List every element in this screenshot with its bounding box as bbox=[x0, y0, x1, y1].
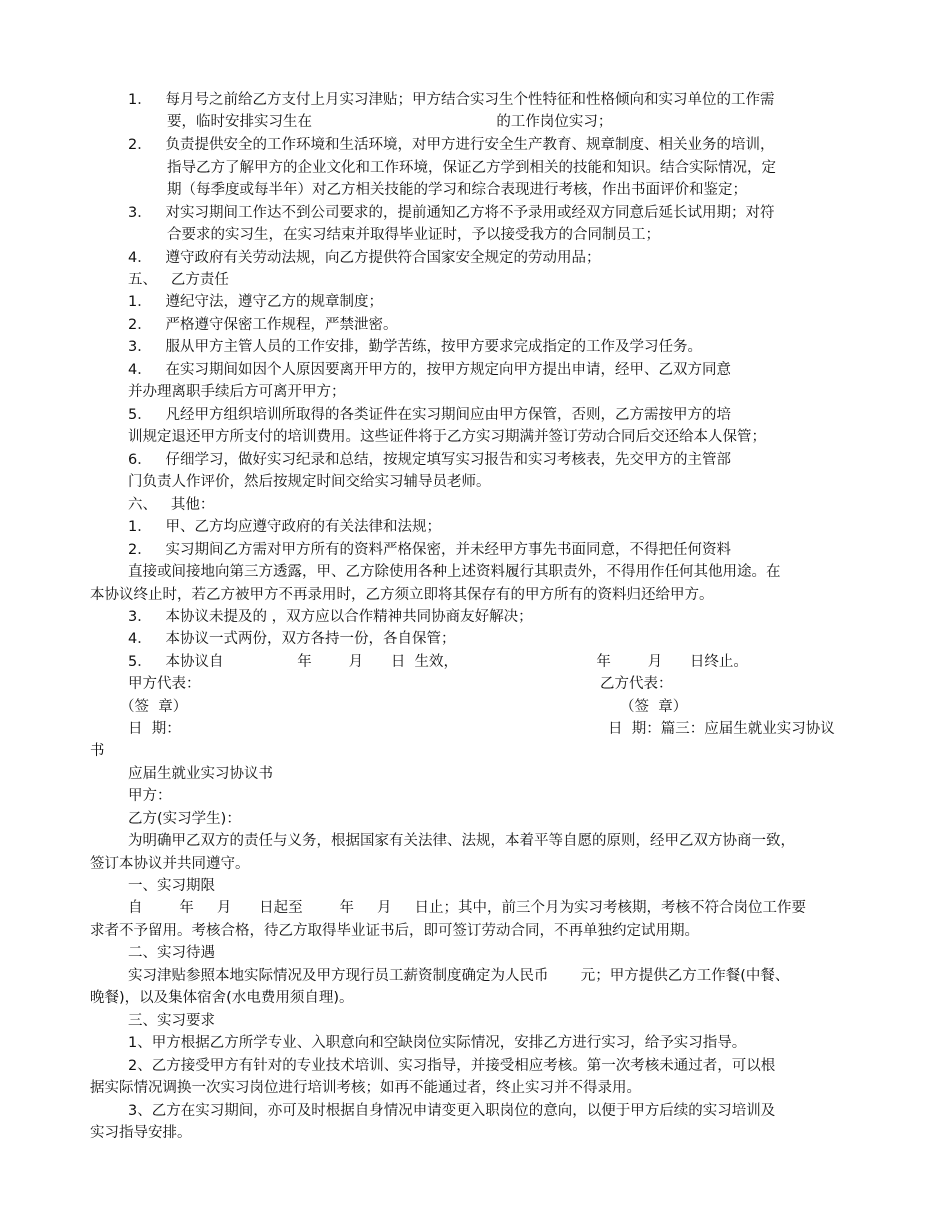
text-line: 6． 仔细学习，做好实习纪录和总结，按规定填写实习报告和实习考核表，先交甲方的主管部 bbox=[128, 452, 732, 468]
text-line: 期（每季度或每半年）对乙方相关技能的学习和综合表现进行考核，作出书面评价和鉴定； bbox=[167, 182, 747, 198]
text-line: 直接或间接地向第三方透露，甲、乙方除使用各种上述资料履行其职责外，不得用作任何其他用途。在 bbox=[128, 564, 781, 580]
text-line: 一、实习期限 bbox=[128, 878, 215, 894]
text-line: 2． 严格遵守保密工作规程，严禁泄密。 bbox=[128, 317, 398, 333]
text-line: 为明确甲乙双方的责任与义务，根据国家有关法律、法规，本着平等自愿的原则，经甲乙双方协商一致， bbox=[128, 833, 795, 849]
text-line: 1、甲方根据乙方所学专业、入职意向和空缺岗位实际情况，安排乙方进行实习，给予实习指导。 bbox=[128, 1035, 747, 1051]
text-line: 求者不予留用。考核合格，待乙方取得毕业证书后，即可签订劳动合同，不再单独约定试用期。 bbox=[90, 923, 699, 939]
text-line: 据实际情况调换一次实习岗位进行培训考核；如再不能通过者，终止实习并不得录用。 bbox=[90, 1080, 641, 1096]
text-line: 4． 在实习期间如因个人原因要离开甲方的，按甲方规定向甲方提出申请，经甲、乙双方同意 bbox=[128, 362, 732, 378]
text-line: 3、乙方在实习期间，亦可及时根据自身情况申请变更入职岗位的意向，以便于甲方后续的实习培训及 bbox=[128, 1103, 776, 1119]
text-line: 乙方代表： bbox=[600, 676, 673, 692]
text-line: 2、乙方接受甲方有针对的专业技术培训、实习指导，并接受相应考核。第一次考核未通过者，可以根 bbox=[128, 1058, 776, 1074]
text-line: 3． 服从甲方主管人员的工作安排，勤学苦练，按甲方要求完成指定的工作及学习任务。 bbox=[128, 339, 703, 355]
text-line: 2． 实习期间乙方需对甲方所有的资料严格保密，并未经甲方事先书面同意，不得把任何资料 bbox=[128, 542, 732, 558]
text-line: 1． 每月号之前给乙方支付上月实习津贴；甲方结合实习生个性特征和性格倾向和实习单位的工作需 bbox=[128, 92, 775, 108]
text-line: （签 章） bbox=[120, 699, 188, 715]
text-line: 5． 本协议自 年 月 日 生效， 年 月 日终止。 bbox=[128, 654, 748, 670]
text-line: （签 章） bbox=[620, 699, 688, 715]
text-line: 3． 对实习期间工作达不到公司要求的，提前通知乙方将不予录用或经双方同意后延长试用期；对符 bbox=[128, 205, 775, 221]
text-line: 4． 遵守政府有关劳动法规，向乙方提供符合国家安全规定的劳动用品； bbox=[128, 250, 601, 266]
text-line: 4． 本协议一式两份，双方各持一份，各自保管； bbox=[128, 631, 456, 647]
text-line: 签订本协议并共同遵守。 bbox=[90, 856, 250, 872]
text-line: 三、实习要求 bbox=[128, 1013, 215, 1029]
text-line: 自 年 月 日起至 年 月 日止；其中，前三个月为实习考核期，考核不符合岗位工作要 bbox=[128, 900, 807, 916]
text-line: 1． 甲、乙方均应遵守政府的有关法律和法规； bbox=[128, 519, 442, 535]
text-line: 五、 乙方责任 bbox=[128, 272, 229, 288]
text-line: 1． 遵纪守法，遵守乙方的规章制度； bbox=[128, 294, 384, 310]
text-line: 甲方： bbox=[128, 788, 172, 804]
text-line: 书 bbox=[90, 743, 105, 759]
text-line: 并办理离职手续后方可离开甲方； bbox=[128, 384, 346, 400]
text-line: 5． 凡经甲方组织培训所取得的各类证件在实习期间应由甲方保管，否则，乙方需按甲方的培 bbox=[128, 407, 732, 423]
text-line: 日 期： bbox=[128, 721, 181, 737]
text-line: 二、实习待遇 bbox=[128, 945, 215, 961]
text-line: 实习津贴参照本地实际情况及甲方现行员工薪资制度确定为人民币 元；甲方提供乙方工作餐(中餐、 bbox=[128, 968, 790, 984]
text-line: 日 期：篇三：应届生就业实习协议 bbox=[608, 721, 835, 737]
text-line: 合要求的实习生，在实习结束并取得毕业证时，予以接受我方的合同制员工； bbox=[167, 227, 660, 243]
text-line: 训规定退还甲方所支付的培训费用。这些证件将于乙方实习期满并签订劳动合同后交还给本人保管； bbox=[128, 429, 766, 445]
text-line: 应届生就业实习协议书 bbox=[128, 766, 273, 782]
text-line: 要，临时安排实习生在 的工作岗位实习； bbox=[167, 114, 613, 130]
text-line: 门负责人作评价，然后按规定时间交给实习辅导员老师。 bbox=[128, 474, 491, 490]
text-line: 六、 其他： bbox=[128, 497, 215, 513]
text-line: 甲方代表： bbox=[128, 676, 201, 692]
text-line: 本协议终止时，若乙方被甲方不再录用时，乙方须立即将其保存有的甲方所有的资料归还给甲方。 bbox=[90, 587, 714, 603]
text-line: 晚餐)，以及集体宿舍(水电费用须自理)。 bbox=[90, 990, 354, 1006]
text-line: 3． 本协议未提及的 ，双方应以合作精神共同协商友好解决； bbox=[128, 609, 533, 625]
text-line: 乙方(实习学生)： bbox=[128, 811, 241, 827]
text-line: 实习指导安排。 bbox=[90, 1125, 192, 1141]
text-line: 2． 负责提供安全的工作环境和生活环境，对甲方进行安全生产教育、规章制度、相关业务的培训， bbox=[128, 137, 775, 153]
text-line: 指导乙方了解甲方的企业文化和工作环境，保证乙方学到相关的技能和知识。结合实际情况，定 bbox=[167, 160, 776, 176]
